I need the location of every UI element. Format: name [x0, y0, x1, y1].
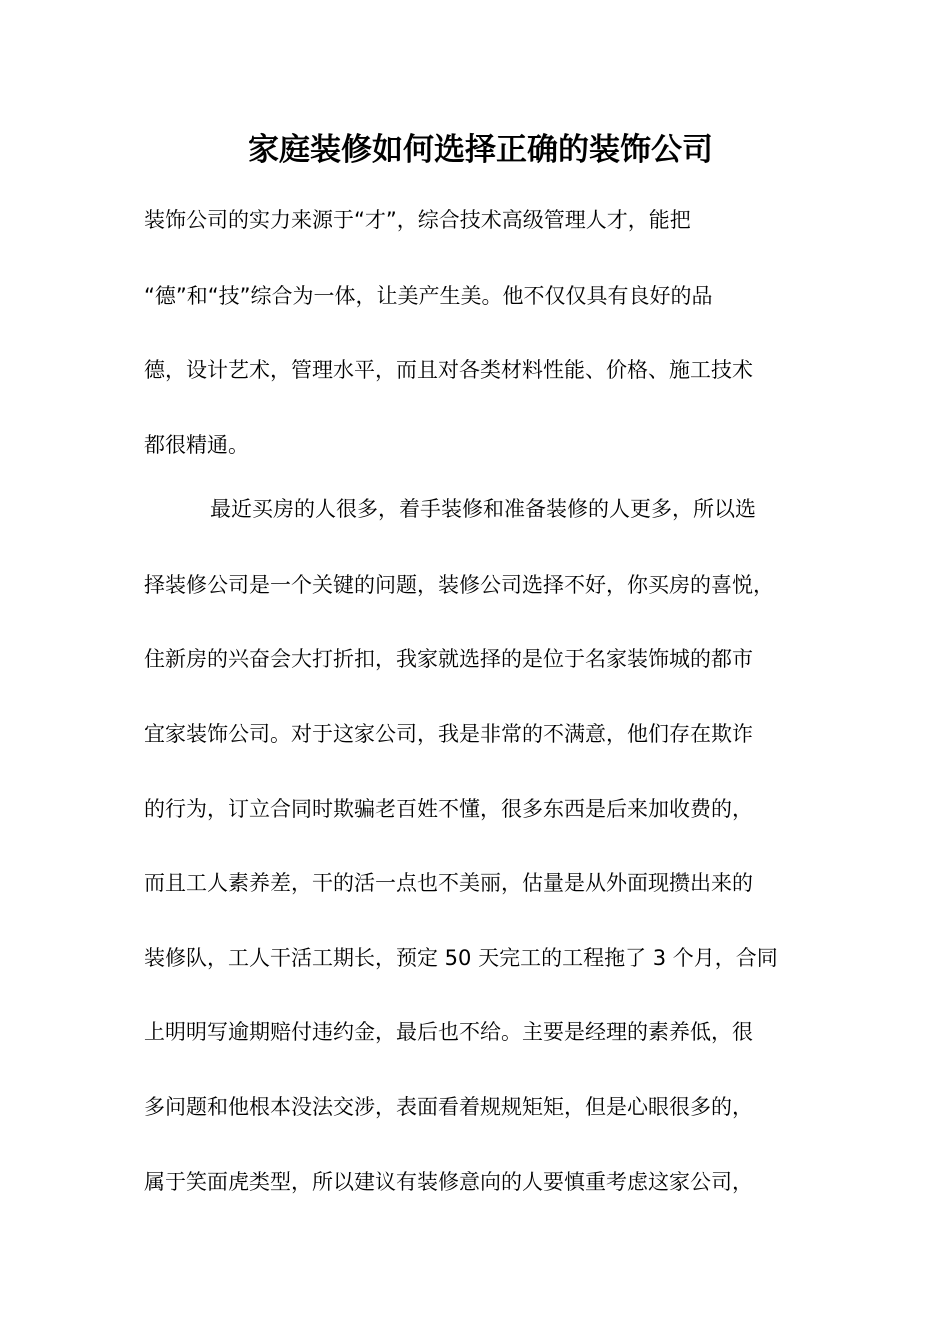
text-line-9: 的行为，订立合同时欺骗老百姓不懂，很多东西是后来加收费的，	[144, 797, 753, 821]
text-line-7: 住新房的兴奋会大打折扣，我家就选择的是位于名家装饰城的都市	[144, 647, 753, 671]
text-line-10: 而且工人素养差，干的活一点也不美丽，估量是从外面现攒出来的	[144, 871, 753, 895]
text-line-3: 德，设计艺术，管理水平，而且对各类材料性能、价格、施工技术	[144, 358, 753, 382]
text-line-12: 上明明写逾期赔付违约金，最后也不给。主要是经理的素养低，很	[144, 1020, 753, 1044]
text-line-11: 装修队，工人干活工期长，预定 50 天完工的工程拖了 3 个月，合同	[144, 946, 778, 970]
text-line-4: 都很精通。	[144, 433, 249, 457]
text-line-5: 最近买房的人很多，着手装修和准备装修的人更多，所以选	[210, 497, 756, 521]
document-title: 家庭装修如何选择正确的装饰公司	[248, 132, 713, 168]
text-line-14: 属于笑面虎类型，所以建议有装修意向的人要慎重考虑这家公司，	[144, 1170, 753, 1194]
text-line-13: 多问题和他根本没法交涉，表面看着规规矩矩，但是心眼很多的，	[144, 1095, 753, 1119]
text-line-1: 装饰公司的实力来源于“才”，综合技术高级管理人才，能把	[144, 208, 691, 232]
text-line-6: 择装修公司是一个关键的问题，装修公司选择不好，你买房的喜悦，	[144, 573, 774, 597]
text-line-2: “德”和“技”综合为一体，让美产生美。他不仅仅具有良好的品	[144, 284, 713, 308]
text-line-8: 宜家装饰公司。对于这家公司，我是非常的不满意，他们存在欺诈	[144, 722, 753, 746]
